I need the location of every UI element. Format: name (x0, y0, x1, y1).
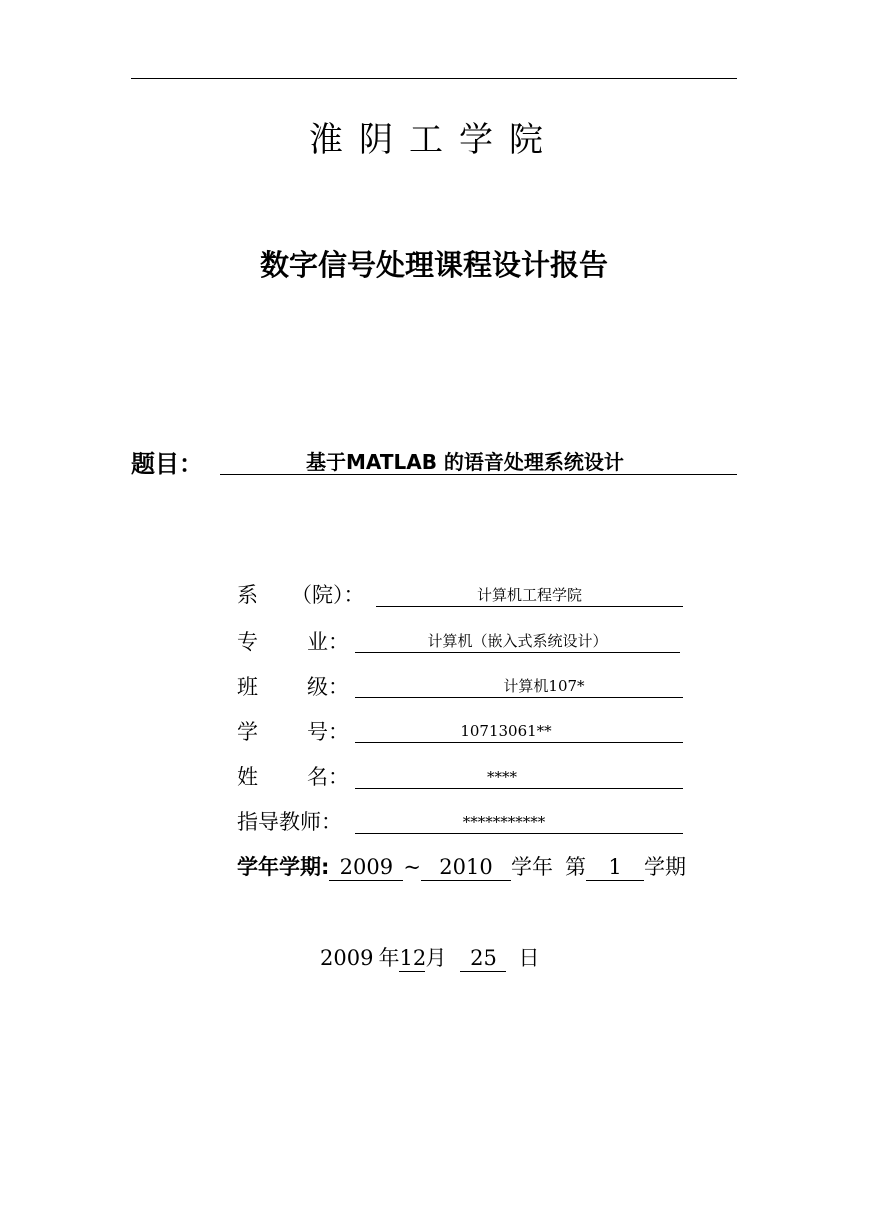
semester-row (237, 852, 686, 882)
topic-label: 题目： (131, 450, 203, 478)
date-day-unit: 日 (518, 946, 540, 970)
date-year: 2009 (320, 946, 374, 970)
topic-value: 基于MATLAB 的语音处理系统设计 (220, 449, 737, 475)
date-day: 25 (460, 945, 506, 972)
date-month: 12 (399, 946, 427, 970)
report-title: 数字信号处理课程设计报告 (259, 248, 608, 282)
semester-end-year: 2010 (421, 854, 511, 881)
student-id-value: 10713061** (355, 720, 683, 743)
header-rule (131, 78, 737, 79)
semester-start-year: 2009 (329, 854, 403, 881)
department-label: 系 （院）： (237, 583, 365, 607)
semester-tilde: ~ (403, 855, 422, 879)
semester-term-suffix: 学期 (644, 855, 687, 879)
semester-year-suffix: 学年 (511, 855, 554, 879)
advisor-value: *********** (355, 811, 683, 834)
semester-term: 1 (586, 854, 644, 881)
major-value: 计算机（嵌入式系统设计） (355, 630, 680, 653)
major-label: 专 业： (237, 630, 349, 654)
department-value: 计算机工程学院 (376, 584, 683, 607)
date-year-unit: 年 (378, 946, 400, 970)
semester-label: 学年学期: (237, 855, 330, 879)
date-month-unit: 月 (425, 946, 447, 970)
date-row (320, 943, 539, 973)
advisor-label: 指导教师： (237, 810, 342, 834)
class-value: 计算机107* (355, 675, 683, 698)
semester-term-prefix: 第 (565, 855, 587, 879)
name-value: **** (355, 766, 683, 789)
school-name: 淮阴工学院 (309, 120, 559, 160)
name-label: 姓 名： (237, 765, 349, 789)
class-label: 班 级： (237, 675, 349, 699)
student-id-label: 学 号： (237, 720, 349, 744)
